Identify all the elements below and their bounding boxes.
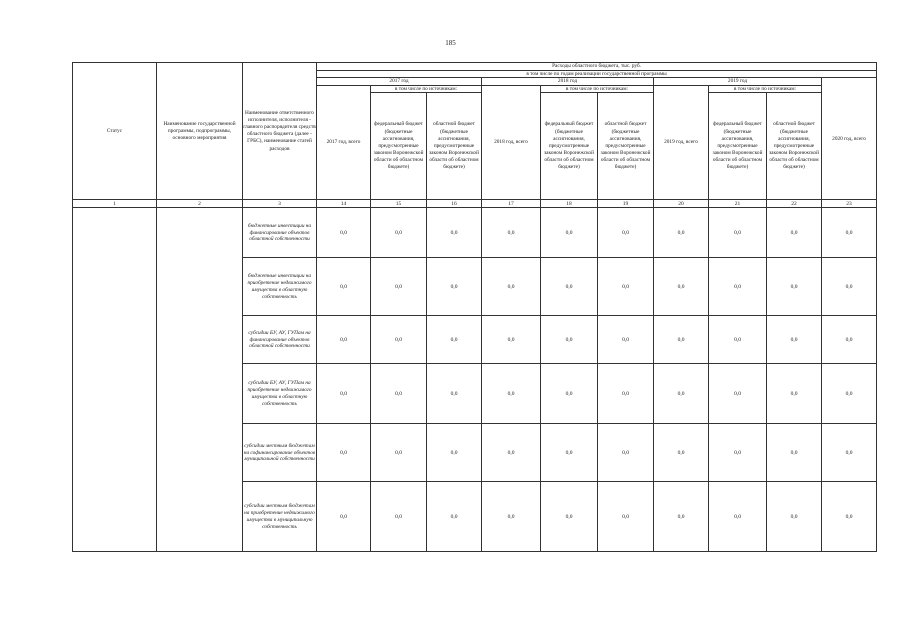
value-cell: 0,0: [767, 208, 822, 258]
expense-item-name: бюджетные инвестиции на приобретение недвижимого имущества в областную собственность: [243, 258, 317, 316]
header-total-2017: 2017 год, всего: [317, 85, 371, 200]
value-cell: 0,0: [371, 208, 427, 258]
header-year-2017: 2017 год: [317, 78, 482, 86]
value-cell: 0,0: [654, 208, 709, 258]
value-cell: 0,0: [541, 364, 598, 424]
table-row: [73, 208, 877, 258]
data-rows: [73, 208, 877, 552]
value-cell: 0,0: [541, 208, 598, 258]
header-executor-name: Наименование ответственного исполнителя, исполнителя - главного распорядителя средств областного бюджета (далее - ГРБС), наименование статей расходов: [243, 63, 317, 200]
value-cell: 0,0: [317, 316, 371, 364]
value-cell: 0,0: [767, 316, 822, 364]
value-cell: 0,0: [822, 208, 877, 258]
value-cell: 0,0: [822, 258, 877, 316]
header-regional-2018: областной бюджет (бюджетные ассигнования, предусмотренные законом Воронежской области об областном бюджете): [598, 93, 654, 200]
column-number: 16: [427, 200, 482, 208]
value-cell: 0,0: [482, 482, 541, 552]
value-cell: 0,0: [541, 424, 598, 482]
expense-item-name: субсидии БУ, АУ, ГУПам на приобретение недвижимого имущества в областную собственность: [243, 364, 317, 424]
column-number: 18: [541, 200, 598, 208]
value-cell: 0,0: [482, 258, 541, 316]
expense-item-name: субсидии БУ, АУ, ГУПам на финансирование объектов областной собственности: [243, 316, 317, 364]
value-cell: 0,0: [317, 482, 371, 552]
value-cell: 0,0: [371, 316, 427, 364]
column-number: 22: [767, 200, 822, 208]
header-regional-2019: областной бюджет (бюджетные ассигнования, предусмотренные законом Воронежской области об областном бюджете): [767, 93, 822, 200]
value-cell: 0,0: [767, 424, 822, 482]
value-cell: 0,0: [598, 208, 654, 258]
value-cell: 0,0: [482, 208, 541, 258]
value-cell: 0,0: [427, 424, 482, 482]
value-cell: 0,0: [598, 258, 654, 316]
value-cell: 0,0: [427, 208, 482, 258]
expense-item-name: бюджетные инвестиции на финансирование объектов областной собственности: [243, 208, 317, 258]
value-cell: 0,0: [654, 258, 709, 316]
value-cell: 0,0: [317, 258, 371, 316]
value-cell: 0,0: [541, 316, 598, 364]
column-number: 23: [822, 200, 877, 208]
value-cell: 0,0: [654, 424, 709, 482]
column-number: 3: [243, 200, 317, 208]
value-cell: 0,0: [598, 424, 654, 482]
header-total-2020: 2020 год, всего: [822, 78, 877, 200]
column-number: 15: [371, 200, 427, 208]
header-regional-2017: областной бюджет (бюджетные ассигнования, предусмотренные законом Воронежской области об областном бюджете): [427, 93, 482, 200]
header-year-2019: 2019 год: [654, 78, 822, 86]
value-cell: 0,0: [598, 364, 654, 424]
value-cell: 0,0: [709, 424, 767, 482]
value-cell: 0,0: [427, 258, 482, 316]
budget-table: [72, 62, 877, 552]
header-sources-2019: в том числе по источникам:: [709, 85, 822, 93]
value-cell: 0,0: [654, 364, 709, 424]
header-total-2018: 2018 год, всего: [482, 85, 541, 200]
value-cell: 0,0: [709, 258, 767, 316]
value-cell: 0,0: [482, 364, 541, 424]
value-cell: 0,0: [317, 364, 371, 424]
header-year-2018: 2018 год: [482, 78, 654, 86]
expense-item-name: субсидии местным бюджетам на приобретение недвижимого имущества в муниципальную собственность: [243, 482, 317, 552]
header-federal-2019: федеральный бюджет (бюджетные ассигнования, предусмотренные законом Воронежской области об областном бюджете): [709, 93, 767, 200]
column-number: 17: [482, 200, 541, 208]
value-cell: 0,0: [541, 482, 598, 552]
header-sources-2018: в том числе по источникам:: [541, 85, 654, 93]
value-cell: 0,0: [709, 208, 767, 258]
column-number: 14: [317, 200, 371, 208]
value-cell: 0,0: [822, 316, 877, 364]
column-number: 20: [654, 200, 709, 208]
value-cell: 0,0: [822, 364, 877, 424]
value-cell: 0,0: [709, 364, 767, 424]
page-number: 185: [445, 39, 456, 47]
header-by-years: в том числе по годам реализации государственной программы: [317, 70, 877, 78]
header-sources-2017: в том числе по источникам:: [371, 85, 482, 93]
header-status: Статус: [73, 63, 157, 200]
value-cell: 0,0: [767, 364, 822, 424]
value-cell: 0,0: [371, 258, 427, 316]
value-cell: 0,0: [371, 364, 427, 424]
value-cell: 0,0: [317, 208, 371, 258]
header-program-name: Наименование государственной программы, подпрограммы, основного мероприятия: [157, 63, 243, 200]
value-cell: 0,0: [371, 424, 427, 482]
value-cell: 0,0: [654, 316, 709, 364]
program-cell: [157, 208, 243, 552]
column-numbers-row: [73, 200, 877, 208]
value-cell: 0,0: [822, 482, 877, 552]
header-federal-2018: федеральный бюджет (бюджетные ассигнования, предусмотренные законом Воронежской области об областном бюджете): [541, 93, 598, 200]
status-cell: [73, 208, 157, 552]
value-cell: 0,0: [427, 364, 482, 424]
value-cell: 0,0: [709, 316, 767, 364]
value-cell: 0,0: [767, 482, 822, 552]
value-cell: 0,0: [822, 424, 877, 482]
expense-item-name: субсидии местным бюджетам на софинансирование объектов муниципальной собственности: [243, 424, 317, 482]
value-cell: 0,0: [767, 258, 822, 316]
header-expenses-title: Расходы областного бюджета, тыс. руб.: [317, 63, 877, 71]
value-cell: 0,0: [427, 482, 482, 552]
value-cell: 0,0: [598, 482, 654, 552]
header-federal-2017: федеральный бюджет (бюджетные ассигнования, предусмотренные законом Воронежской области об областном бюджете): [371, 93, 427, 200]
value-cell: 0,0: [598, 316, 654, 364]
value-cell: 0,0: [709, 482, 767, 552]
value-cell: 0,0: [482, 424, 541, 482]
column-number: 1: [73, 200, 157, 208]
column-number: 21: [709, 200, 767, 208]
value-cell: 0,0: [654, 482, 709, 552]
column-number: 19: [598, 200, 654, 208]
value-cell: 0,0: [482, 316, 541, 364]
value-cell: 0,0: [427, 316, 482, 364]
header-total-2019: 2019 год, всего: [654, 85, 709, 200]
value-cell: 0,0: [317, 424, 371, 482]
column-number: 2: [157, 200, 243, 208]
value-cell: 0,0: [371, 482, 427, 552]
value-cell: 0,0: [541, 258, 598, 316]
